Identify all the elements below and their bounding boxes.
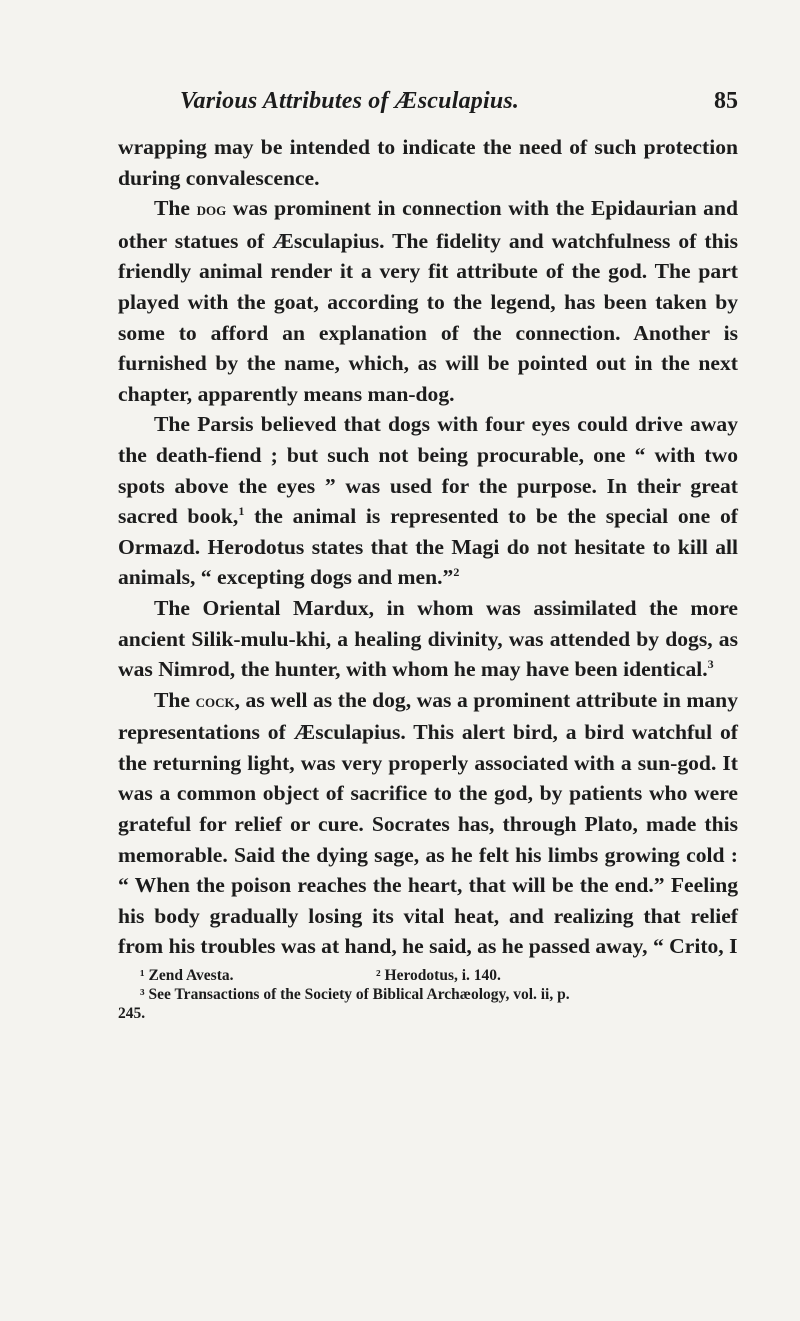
paragraph-cock-text: , as well as the dog, was a prominent attribute in many representations of Æsculapius. This alert bird, a bird watchful of the returning light, was very properly associated with a sun-god. It was a common object of sacrifice to the god, by patients who were grateful for relief or cure. Socrates has, through Plato, made this memorable. Said the dying sage, as he felt his limbs growing cold : “ When the poison reaches the heart, that will be the end.” Feeling his body gradually losing its vital heat, and realizing that relief from his troubles was at hand, he said, as he passed away, “ Crito, I [118, 687, 738, 959]
paragraph-cock-lead: The [154, 687, 196, 712]
footnotes [118, 966, 738, 1023]
body-text [118, 132, 738, 962]
footnote-2: ² Herodotus, i. 140. [376, 967, 501, 985]
footnote-3-continuation: 245. [118, 1005, 146, 1023]
paragraph-1 [118, 132, 738, 193]
small-caps-dog: dog [196, 199, 227, 221]
footnote-row-1-2 [118, 966, 738, 985]
book-page [118, 88, 738, 1023]
paragraph-mardux-text: The Oriental Mardux, in whom was assimilated the more ancient Silik-mulu-khi, a healing divinity, was attended by dogs, as was Nimrod, the hunter, with whom he may have been identical. [118, 595, 738, 682]
paragraph-dog [118, 193, 738, 409]
running-head [180, 88, 738, 122]
paragraph-cock [118, 685, 738, 962]
footnote-1: ¹ Zend Avesta. [140, 967, 234, 985]
paragraph-dog-text: was prominent in connection with the Epidaurian and other statues of Æsculapius. The fidelity and watchfulness of this friendly animal render it a very fit attribute of the god. The part played with the goat, according to the legend, has been taken by some to afford an explanation of the connection. Another is furnished by the name, which, as will be pointed out in the next chapter, apparently means man-dog. [118, 196, 738, 406]
footnote-3: ³ See Transactions of the Society of Biblical Archæology, vol. ii, p. [140, 986, 570, 1004]
paragraph-dog-lead: The [154, 196, 197, 221]
footnote-ref-2: 2 [453, 565, 460, 580]
small-caps-cock: cock [195, 690, 235, 712]
running-title: Various Attributes of Æsculapius. [180, 88, 520, 114]
paragraph-parsis-text-b: the animal is represented to be the special one of Ormazd. Herodotus states that the Magi do not hesitate to kill all animals, “ excepting dogs and men.” [118, 504, 738, 590]
page-number: 85 [714, 88, 738, 114]
footnote-ref-3: 3 [707, 656, 714, 671]
footnote-ref-1: 1 [238, 503, 245, 518]
paragraph-parsis [118, 409, 738, 593]
paragraph-parsis-text-a: The Parsis believed that dogs with four eyes could drive away the death-fiend ; but such not being procurable, one “ with two spots above the eyes ” was used for the purpose. In their great sacred book, [118, 412, 738, 529]
paragraph-mardux [118, 593, 738, 685]
paragraph-1-text: wrapping may be intended to indicate the need of such protection during convalescence. [118, 135, 738, 190]
